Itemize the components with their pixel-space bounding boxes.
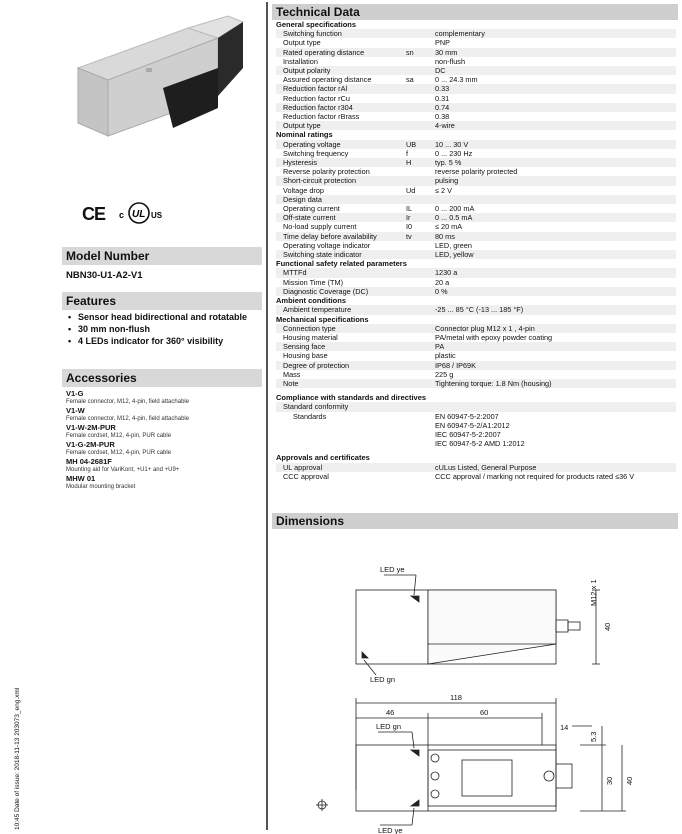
group-title-general: General specifications	[276, 20, 357, 29]
spec-param: MTTFd	[283, 268, 307, 278]
product-photo	[68, 8, 248, 148]
label-led-gn: LED gn	[370, 675, 396, 684]
technical-data-table	[276, 20, 676, 481]
group-title-ambient: Ambient conditions	[276, 296, 346, 306]
spec-symbol	[406, 333, 435, 342]
issue-date: 10:45 Date of issue: 2018-11-13 203073_eng.xml	[14, 687, 21, 830]
spec-row	[276, 222, 676, 231]
spec-value: 0 ... 24.3 mm	[435, 75, 478, 85]
label-118: 118	[450, 693, 462, 702]
led-ye-side	[411, 596, 419, 602]
accessory-desc: Female cordset, M12, 4-pin, PUR cable	[66, 433, 172, 439]
spec-symbol	[406, 167, 435, 176]
accessory-code: V1-G-2M-PUR	[66, 440, 115, 449]
accessory-code: MHW 01	[66, 474, 96, 483]
label-led-ye-front: LED ye	[378, 826, 403, 834]
group-title-mechanical: Mechanical specifications	[276, 314, 369, 324]
spec-value: Tightening torque: 1.8 Nm (housing)	[435, 378, 552, 388]
spec-row	[276, 204, 676, 213]
accessory-desc: Female connector, M12, 4-pin, field attachable	[66, 416, 190, 422]
spec-row	[276, 412, 676, 421]
spec-param: Switching frequency	[283, 148, 349, 158]
accessory-desc: Female cordset, M12, 4-pin, PUR cable	[66, 450, 172, 456]
spec-value: reverse polarity protected	[435, 167, 518, 177]
spec-row	[276, 75, 676, 84]
spec-value: 20 a	[435, 277, 450, 287]
spec-param: Reduction factor rBrass	[283, 112, 360, 122]
spec-param: Output polarity	[283, 66, 331, 76]
spec-param: CCC approval	[283, 471, 329, 481]
ul-text: UL	[132, 209, 146, 220]
label-40-front: 40	[625, 776, 634, 785]
spec-symbol	[406, 84, 435, 93]
spec-param: Sensing face	[283, 342, 326, 352]
accessory-desc: Mounting aid for VariKont, +U1+ and +U9+	[66, 467, 180, 473]
spec-param: UL approval	[283, 462, 323, 472]
spec-symbol	[406, 268, 435, 277]
spec-row	[276, 278, 676, 287]
accessory-desc: Female connector, M12, 4-pin, field attachable	[66, 399, 190, 405]
accessory-code: V1-G	[66, 389, 84, 398]
spec-symbol	[406, 351, 435, 360]
standard-value: EN 60947-5-2:2007	[435, 411, 499, 421]
spec-value: DC	[435, 66, 446, 76]
feature-item: • Sensor head bidirectional and rotatable	[66, 312, 262, 323]
standard-conformity-label: Standard conformity	[283, 402, 349, 412]
spec-row	[276, 103, 676, 112]
spec-value: 0 ... 230 Hz	[435, 148, 473, 158]
feature-item: • 30 mm non-flush	[66, 324, 262, 335]
spec-row	[276, 402, 676, 411]
spec-row	[276, 121, 676, 130]
spec-row	[276, 213, 676, 222]
standard-value: EN 60947-5-2/A1:2012	[435, 420, 510, 430]
label-30: 30	[605, 776, 614, 785]
spec-symbol	[406, 112, 435, 121]
spec-row	[276, 158, 676, 167]
model-number-heading: Model Number	[62, 247, 262, 265]
group-title-safety: Functional safety related parameters	[276, 259, 407, 269]
spec-row	[276, 333, 676, 342]
label-14: 14	[560, 723, 569, 732]
spec-symbol	[406, 103, 435, 112]
spec-row	[276, 351, 676, 360]
spec-value: 0.38	[435, 112, 450, 122]
spec-symbol	[406, 430, 435, 439]
spec-row	[276, 305, 676, 314]
spec-value: cULus Listed, General Purpose	[435, 462, 537, 472]
label-led-gn-front: LED gn	[376, 722, 402, 731]
spec-row	[276, 324, 676, 333]
spec-row	[276, 176, 676, 185]
spec-param: Housing material	[283, 332, 338, 342]
spec-row	[276, 241, 676, 250]
spec-symbol	[406, 472, 435, 481]
spec-symbol	[406, 361, 435, 370]
spec-symbol: Ir	[406, 213, 411, 223]
spec-param: Rated operating distance	[283, 47, 365, 57]
spec-param: Reduction factor rAl	[283, 84, 348, 94]
ce-mark: CE	[82, 204, 106, 224]
spec-param: Connection type	[283, 323, 336, 333]
accessory-code: V1-W	[66, 406, 85, 415]
feature-item: • 4 LEDs indicator for 360° visibility	[66, 336, 262, 347]
spec-value: plastic	[435, 351, 456, 361]
spec-symbol	[406, 421, 435, 430]
spec-value: Connector plug M12 x 1 , 4-pin	[435, 323, 535, 333]
spec-value: PNP	[435, 38, 451, 48]
spec-symbol	[406, 305, 435, 314]
spec-value: PA/metal with epoxy powder coating	[435, 332, 553, 342]
dimension-drawing	[276, 540, 678, 834]
spec-value: ≤ 2 V	[435, 185, 452, 195]
standard-value: IEC 60947-5-2 AMD 1:2012	[435, 439, 525, 449]
spec-symbol: IL	[406, 204, 413, 214]
standards-label: Standards	[293, 411, 327, 421]
accessory-code: MH 04-2681F	[66, 457, 112, 466]
spec-symbol	[406, 278, 435, 287]
spec-symbol	[406, 38, 435, 47]
spec-symbol: UB	[406, 139, 417, 149]
spec-param: Degree of protection	[283, 360, 350, 370]
spec-value	[435, 195, 676, 204]
spec-symbol	[406, 195, 435, 204]
spec-param: Switching function	[283, 29, 342, 39]
spec-symbol	[406, 370, 435, 379]
spec-param: Reduction factor rCu	[283, 93, 350, 103]
spec-symbol	[406, 379, 435, 388]
spec-row	[276, 112, 676, 121]
left-column	[0, 0, 262, 834]
spec-value: typ. 5 %	[435, 158, 462, 168]
dimension-svg	[276, 540, 678, 834]
label-40-side: 40	[603, 622, 612, 631]
spec-row	[276, 439, 676, 448]
spec-symbol: tv	[406, 231, 412, 241]
spec-param: Reduction factor r304	[283, 102, 353, 112]
spec-row	[276, 472, 676, 481]
spec-symbol	[406, 241, 435, 250]
spec-symbol: Ud	[406, 185, 416, 195]
spec-row	[276, 140, 676, 149]
spec-symbol	[406, 324, 435, 333]
spec-param: Note	[283, 378, 299, 388]
spec-value: PA	[435, 342, 445, 352]
spec-param: Diagnostic Coverage (DC)	[283, 286, 369, 296]
spec-symbol	[406, 287, 435, 296]
spec-value: complementary	[435, 29, 485, 39]
spec-value: 1230 a	[435, 268, 458, 278]
spec-param: Voltage drop	[283, 185, 324, 195]
spec-row	[276, 463, 676, 472]
spec-symbol: sa	[406, 75, 414, 85]
spec-value: 0 ... 200 mA	[435, 204, 475, 214]
spec-value: IP68 / IP69K	[435, 360, 476, 370]
spec-param: Mass	[283, 369, 301, 379]
ul-us: US	[151, 211, 163, 220]
spec-row	[276, 84, 676, 93]
spec-param: Operating voltage	[283, 139, 341, 149]
spec-symbol: f	[406, 148, 409, 158]
led-gn-front	[411, 750, 419, 756]
led-ye-front	[411, 800, 419, 806]
spec-value: -25 ... 85 °C (-13 ... 185 °F)	[435, 305, 524, 315]
dimensions-heading: Dimensions	[272, 513, 678, 529]
spec-param: Switching state indicator	[283, 250, 362, 260]
accessories-list	[66, 389, 262, 491]
group-title-approvals: Approvals and certificates	[276, 453, 370, 463]
spec-row	[276, 29, 676, 38]
spec-row	[276, 66, 676, 75]
spec-param: Output type	[283, 121, 321, 131]
spec-row	[276, 94, 676, 103]
spec-value: 0 ... 0.5 mA	[435, 213, 473, 223]
spec-param: Design data	[283, 194, 322, 204]
column-divider	[266, 2, 268, 830]
spec-symbol	[406, 29, 435, 38]
label-60: 60	[480, 708, 489, 717]
spec-row	[276, 287, 676, 296]
group-title-compliance: Compliance with standards and directives	[276, 393, 427, 403]
spec-param: Assured operating distance	[283, 75, 372, 85]
spec-symbol	[406, 176, 435, 185]
spec-symbol	[406, 439, 435, 448]
spec-row	[276, 342, 676, 351]
accessory-desc: Modular mounting bracket	[66, 484, 136, 490]
spec-value: LED, green	[435, 240, 472, 250]
spec-row	[276, 57, 676, 66]
spec-row	[276, 379, 676, 388]
spec-value: non-flush	[435, 56, 466, 66]
cul-us-mark	[115, 200, 185, 226]
features-list	[66, 312, 262, 348]
spec-param: Output type	[283, 38, 321, 48]
model-number: NBN30-U1-A2-V1	[66, 270, 143, 281]
spec-row	[276, 430, 676, 439]
spec-row	[276, 167, 676, 176]
spec-param: Mission Time (TM)	[283, 277, 343, 287]
spec-param: Operating voltage indicator	[283, 240, 371, 250]
standards-label	[276, 430, 406, 439]
spec-param: Housing base	[283, 351, 328, 361]
spec-param: Ambient temperature	[283, 305, 352, 315]
standards-label	[276, 421, 406, 430]
spec-symbol	[406, 94, 435, 103]
spec-row	[276, 361, 676, 370]
group-title-nominal: Nominal ratings	[276, 130, 333, 140]
spec-value: CCC approval / marking not required for products rated ≤36 V	[435, 471, 635, 481]
features-heading: Features	[62, 292, 262, 310]
spec-symbol	[406, 121, 435, 130]
spec-param: Hysteresis	[283, 158, 318, 168]
standards-label	[276, 439, 406, 448]
spec-symbol	[406, 463, 435, 472]
spec-row	[276, 48, 676, 57]
spec-value: 0.33	[435, 84, 450, 94]
spec-symbol: H	[406, 158, 412, 168]
label-led-ye: LED ye	[380, 565, 405, 574]
label-5-3: 5.3	[589, 731, 598, 742]
spec-row	[276, 149, 676, 158]
spec-value: 30 mm	[435, 47, 458, 57]
spec-value: ≤ 20 mA	[435, 222, 463, 232]
spec-row	[276, 250, 676, 259]
label-46: 46	[386, 708, 395, 717]
spec-symbol	[406, 66, 435, 75]
spec-value: 0.74	[435, 102, 450, 112]
spec-param: Off-state current	[283, 213, 336, 223]
spec-row	[276, 370, 676, 379]
spec-symbol	[406, 57, 435, 66]
spec-symbol	[406, 250, 435, 259]
spec-row	[276, 421, 676, 430]
spec-param: Reverse polarity protection	[283, 167, 370, 177]
spec-value: 225 g	[435, 369, 454, 379]
spec-value: LED, yellow	[435, 250, 474, 260]
spec-param: Time delay before availability	[283, 231, 377, 241]
accessory-code: V1-W-2M-PUR	[66, 423, 116, 432]
spec-value: 0.31	[435, 93, 450, 103]
spec-row	[276, 232, 676, 241]
technical-data-heading: Technical Data	[272, 4, 678, 20]
spec-value: 4-wire	[435, 121, 455, 131]
spec-value: pulsing	[435, 176, 459, 186]
spec-param: No-load supply current	[283, 222, 357, 232]
spec-value: 0 %	[435, 286, 448, 296]
spec-row	[276, 268, 676, 277]
spec-symbol	[406, 412, 435, 421]
spec-row	[276, 38, 676, 47]
spec-row	[276, 186, 676, 195]
accessories-heading: Accessories	[62, 369, 262, 387]
spec-param: Installation	[283, 56, 318, 66]
spec-symbol	[406, 342, 435, 351]
ul-c: c	[119, 210, 125, 220]
spec-param: Short-circuit protection	[283, 176, 356, 186]
standard-value: IEC 60947-5-2:2007	[435, 429, 501, 439]
label-m12: M12 x 1	[589, 579, 598, 606]
spec-param: Operating current	[283, 204, 340, 214]
spec-symbol: sn	[406, 47, 414, 57]
front-view-body	[356, 745, 556, 811]
spec-row	[276, 195, 676, 204]
spec-symbol: I0	[406, 222, 413, 232]
led-gn-side	[362, 652, 368, 658]
spec-value: 80 ms	[435, 231, 455, 241]
spec-value: 10 ... 30 V	[435, 139, 469, 149]
